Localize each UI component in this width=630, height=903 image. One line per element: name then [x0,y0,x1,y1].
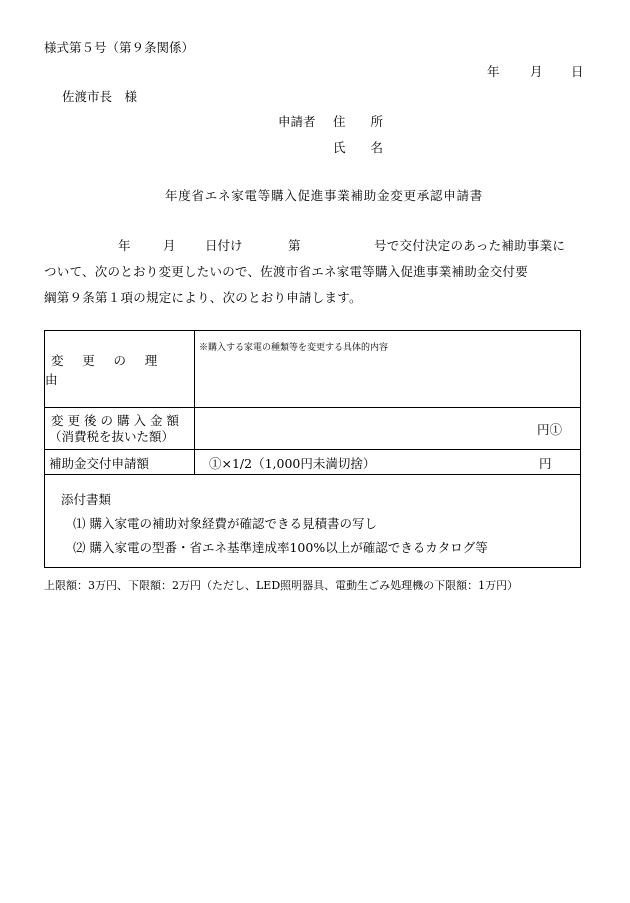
date-year: 年 [487,64,500,79]
application-table [44,330,581,568]
amount-input-cell[interactable] [195,408,581,450]
reason-note: ※購入する家電の種類等を変更する具体的内容 [199,343,389,353]
subsidy-row [45,450,581,475]
form-number: 様式第５号（第９条関係） [44,40,195,55]
attachments-cell [45,475,581,568]
footnote: 上限額：3万円、下限額：2万円（ただし、LED照明器具、電動生ごみ処理機の下限額：1万円） [44,579,519,592]
body-line3: 綱第９条第１項の規定により、次のとおり申請します。 [44,290,362,305]
date-month: 月 [530,64,543,79]
reason-row [45,331,581,408]
attachment-item: ⑴ 購入家電の補助対象経費が確認できる見積書の写し [73,516,377,531]
attachment-item: ⑵ 購入家電の型番・省エネ基準達成率100%以上が確認できるカタログ等 [73,540,488,555]
reason-input-cell[interactable] [195,331,581,408]
subsidy-label: 補助金交付申請額 [49,455,150,471]
reason-label-cell [45,331,195,408]
reason-label: 変更の理由 [45,353,177,387]
document-title: 年度省エネ家電等購入促進事業補助金変更承認申請書 [165,188,484,203]
subsidy-formula: ①×1/2（1,000円未満切捨） [209,455,376,471]
subsidy-unit: 円 [539,455,552,471]
body-year: 年 [118,238,131,253]
subsidy-input-cell[interactable] [195,450,581,475]
body-day: 日付け [205,238,243,253]
body-dai: 第 [288,238,301,253]
amount-row [45,408,581,450]
body-line1-rest: 号で交付決定のあった補助事業に [374,238,566,253]
addressee: 佐渡市長 様 [62,89,138,104]
amount-label-cell [45,408,195,450]
date-day: 日 [571,64,584,79]
attachments-row [45,475,581,568]
amount-unit: 円① [536,422,562,437]
attachments-title: 添付書類 [61,492,112,507]
applicant-label: 申請者 [278,114,316,129]
body-month: 月 [163,238,176,253]
amount-label: 変更後の購入金額 [51,412,184,428]
applicant-name-label: 氏 名 [333,140,384,155]
amount-label-note: （消費税を抜いた額） [49,428,175,444]
applicant-address-label: 住 所 [333,114,384,129]
body-line2: ついて、次のとおり変更したいので、佐渡市省エネ家電等購入促進事業補助金交付要 [44,264,529,279]
subsidy-label-cell [45,450,195,475]
